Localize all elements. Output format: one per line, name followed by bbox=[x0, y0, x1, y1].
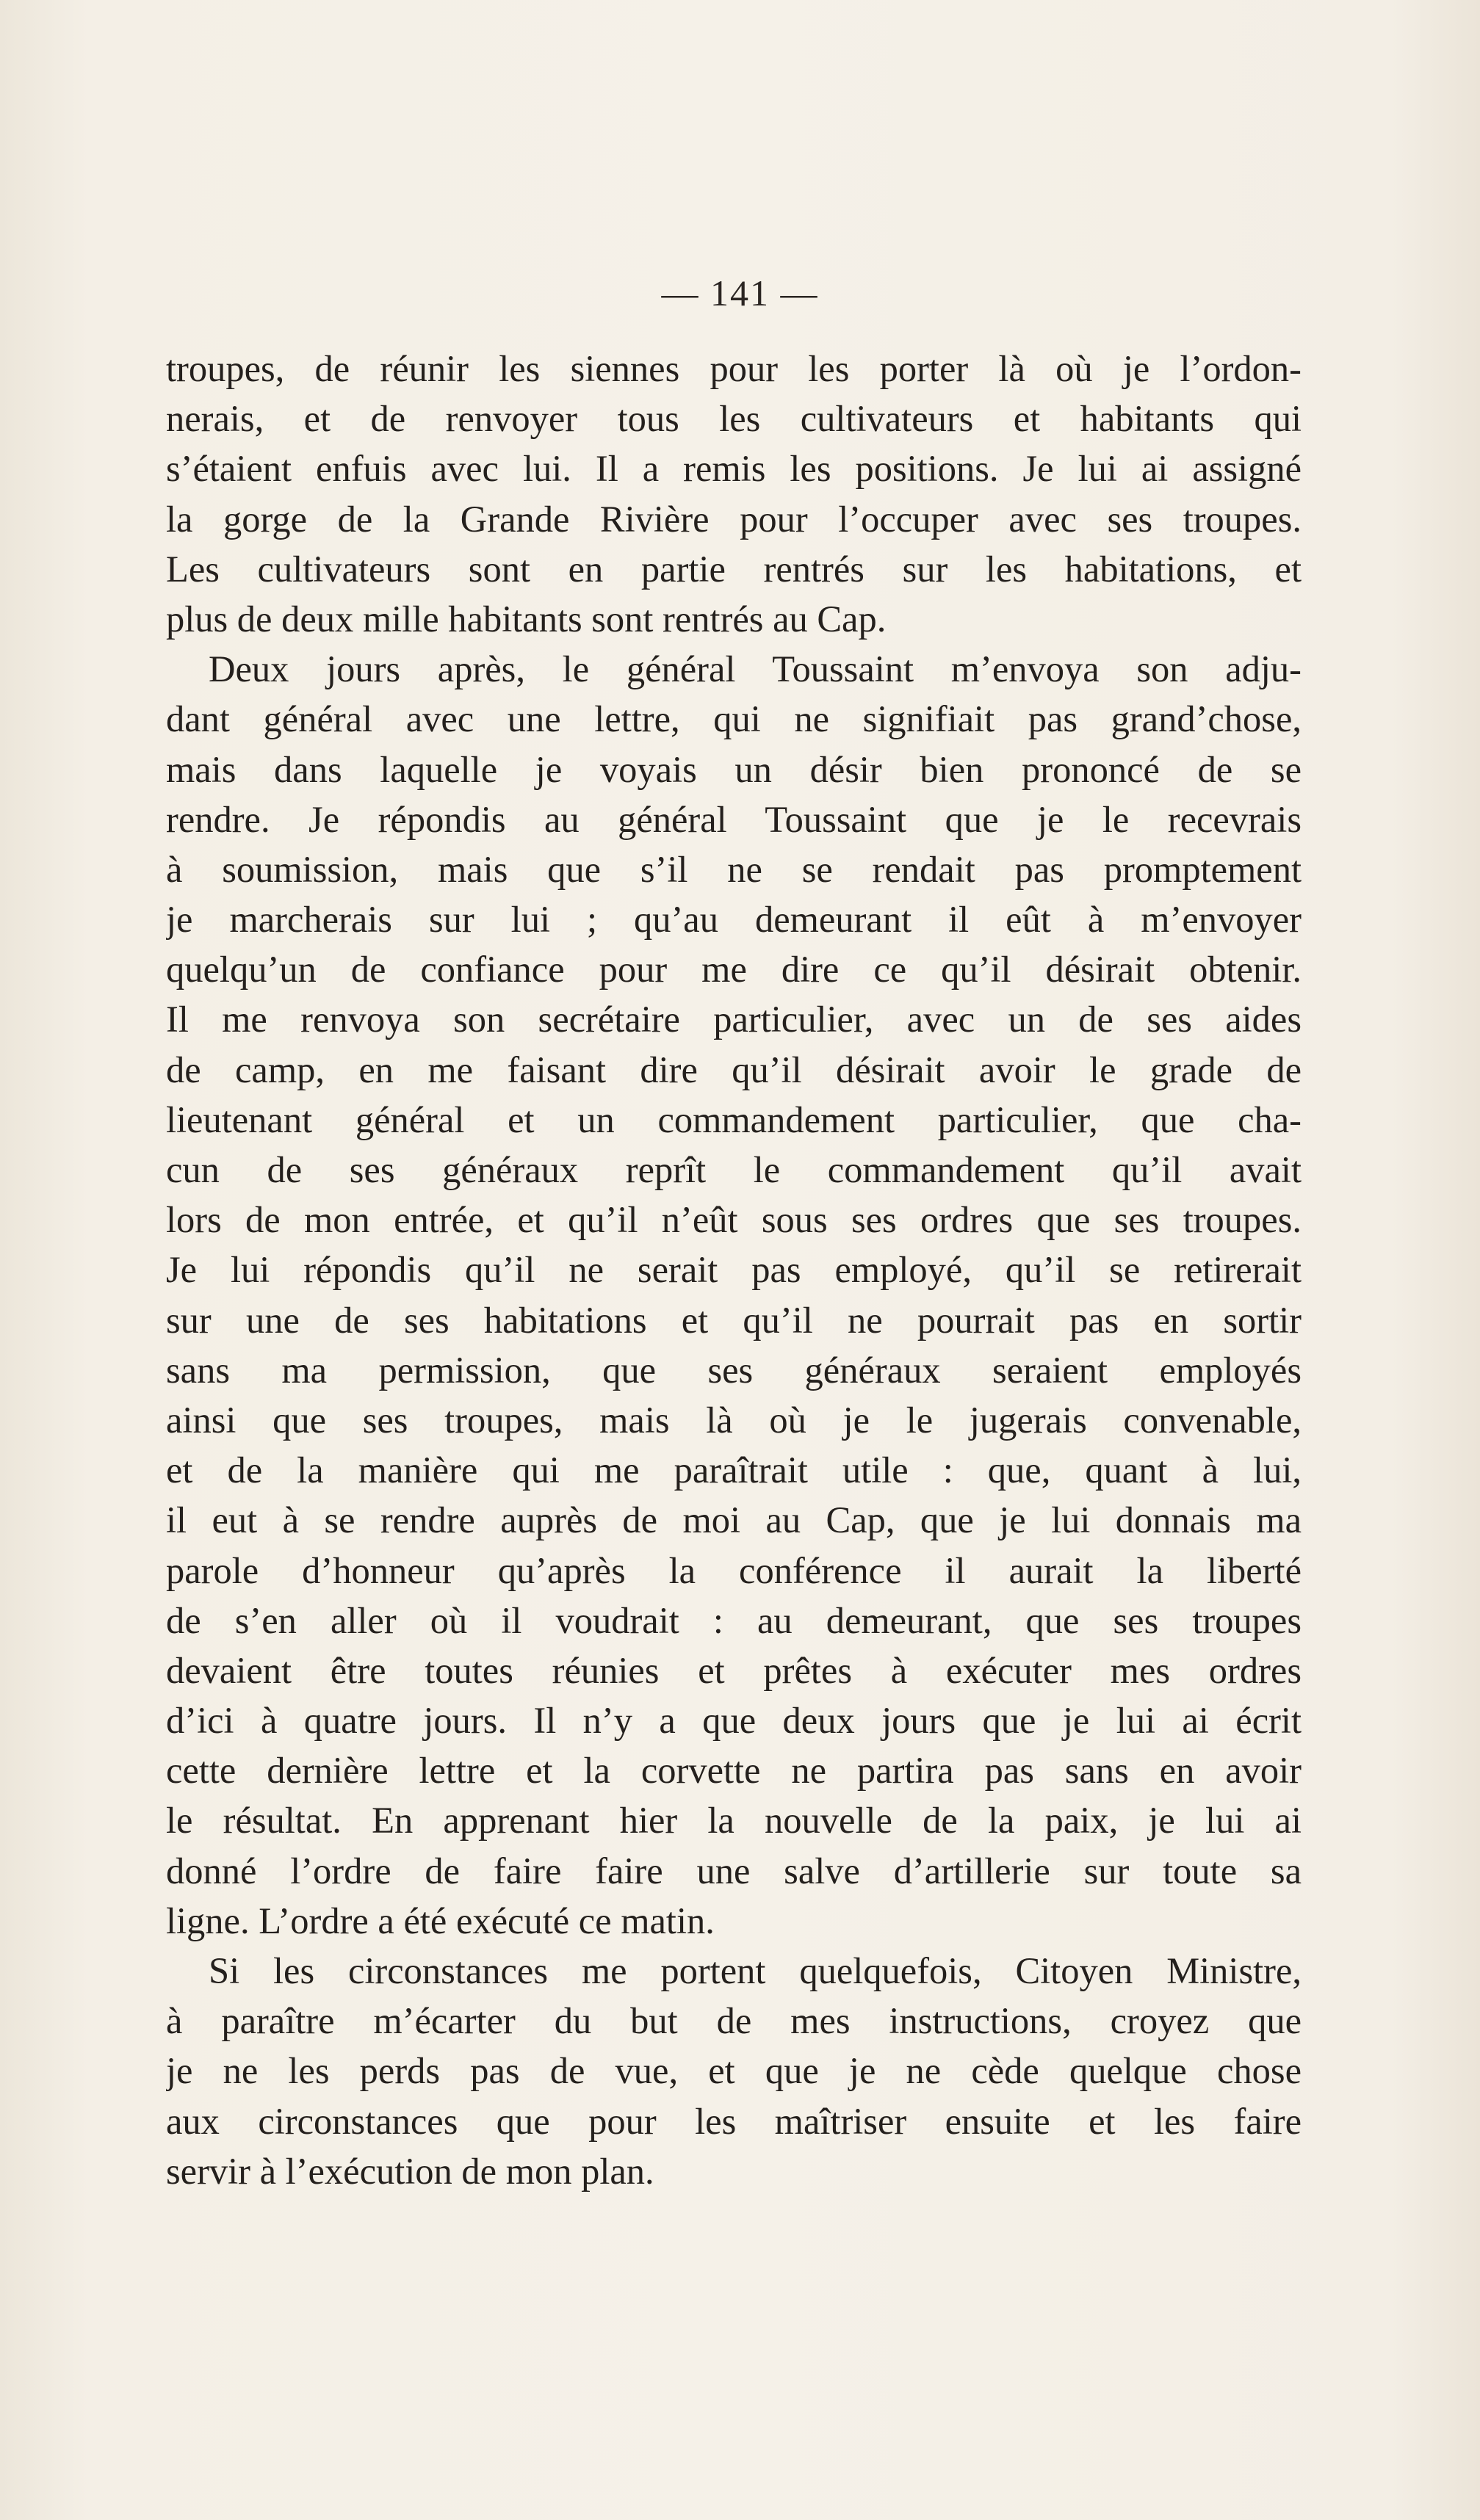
text-line: quelqu’un de confiance pour me dire ce qu’il désirait obtenir. bbox=[166, 949, 1302, 991]
text-line: Les cultivateurs sont en partie rentrés sur les habitations, et bbox=[166, 548, 1302, 590]
text-line: mais dans laquelle je voyais un désir bien prononcé de se bbox=[166, 748, 1302, 790]
text-line: rendre. Je répondis au général Toussaint que je le recevrais bbox=[166, 798, 1302, 840]
page-number: — 141 — bbox=[661, 272, 819, 314]
text-line: s’étaient enfuis avec lui. Il a remis les positions. Je lui ai assigné bbox=[166, 448, 1302, 490]
text-line: ainsi que ses troupes, mais là où je le jugerais convenable, bbox=[166, 1399, 1302, 1441]
text-line: lors de mon entrée, et qu’il n’eût sous ses ordres que ses troupes. bbox=[166, 1199, 1302, 1241]
text-line: ligne. L’ordre a été exécuté ce matin. bbox=[166, 1900, 715, 1941]
text-line: cette dernière lettre et la corvette ne partira pas sans en avoir bbox=[166, 1750, 1302, 1792]
text-line: sans ma permission, que ses généraux seraient employés bbox=[166, 1349, 1302, 1391]
text-line: donné l’ordre de faire faire une salve d’artillerie sur toute sa bbox=[166, 1850, 1302, 1891]
text-line: plus de deux mille habitants sont rentrés au Cap. bbox=[166, 598, 887, 640]
text-line: et de la manière qui me paraîtrait utile : que, quant à lui, bbox=[166, 1449, 1302, 1491]
text-line: Il me renvoya son secrétaire particulier, avec un de ses aides bbox=[166, 999, 1302, 1040]
text-line: je ne les perds pas de vue, et que je ne cède quelque chose bbox=[166, 2050, 1302, 2092]
text-line: devaient être toutes réunies et prêtes à exécuter mes ordres bbox=[166, 1649, 1302, 1691]
text-line: d’ici à quatre jours. Il n’y a que deux jours que je lui ai écrit bbox=[166, 1700, 1302, 1742]
text-line: cun de ses généraux reprît le commandement qu’il avait bbox=[166, 1149, 1302, 1190]
text-line: sur une de ses habitations et qu’il ne pourrait pas en sortir bbox=[166, 1299, 1302, 1341]
text-line: servir à l’exécution de mon plan. bbox=[166, 2150, 654, 2192]
body-text bbox=[166, 344, 1302, 2196]
text-line: lieutenant général et un commandement particulier, que cha- bbox=[166, 1098, 1302, 1140]
text-line: dant général avec une lettre, qui ne signifiait pas grand’chose, bbox=[166, 698, 1302, 740]
text-line: parole d’honneur qu’après la conférence il aurait la liberté bbox=[166, 1549, 1302, 1591]
text-line: de s’en aller où il voudrait : au demeurant, que ses troupes bbox=[166, 1599, 1302, 1641]
text-line: à paraître m’écarter du but de mes instructions, croyez que bbox=[166, 2000, 1302, 2042]
text-line: de camp, en me faisant dire qu’il désirait avoir le grade de bbox=[166, 1049, 1302, 1090]
text-line: à soumission, mais que s’il ne se rendait pas promptement bbox=[166, 848, 1302, 890]
text-line: il eut à se rendre auprès de moi au Cap, que je lui donnais ma bbox=[166, 1499, 1302, 1541]
text-line: Je lui répondis qu’il ne serait pas employé, qu’il se retirerait bbox=[166, 1249, 1302, 1291]
text-line: je marcherais sur lui ; qu’au demeurant il eût à m’envoyer bbox=[166, 899, 1302, 941]
text-line: Deux jours après, le général Toussaint m’envoya son adju- bbox=[209, 648, 1302, 690]
text-line: la gorge de la Grande Rivière pour l’occuper avec ses troupes. bbox=[166, 498, 1302, 540]
text-line: le résultat. En apprenant hier la nouvelle de la paix, je lui ai bbox=[166, 1800, 1302, 1842]
text-line: troupes, de réunir les siennes pour les porter là où je l’ordon- bbox=[166, 348, 1302, 389]
text-line: nerais, et de renvoyer tous les cultivateurs et habitants qui bbox=[166, 398, 1302, 440]
text-line: aux circonstances que pour les maîtriser ensuite et les faire bbox=[166, 2100, 1302, 2142]
text-line: Si les circonstances me portent quelquefois, Citoyen Ministre, bbox=[209, 1950, 1302, 1991]
